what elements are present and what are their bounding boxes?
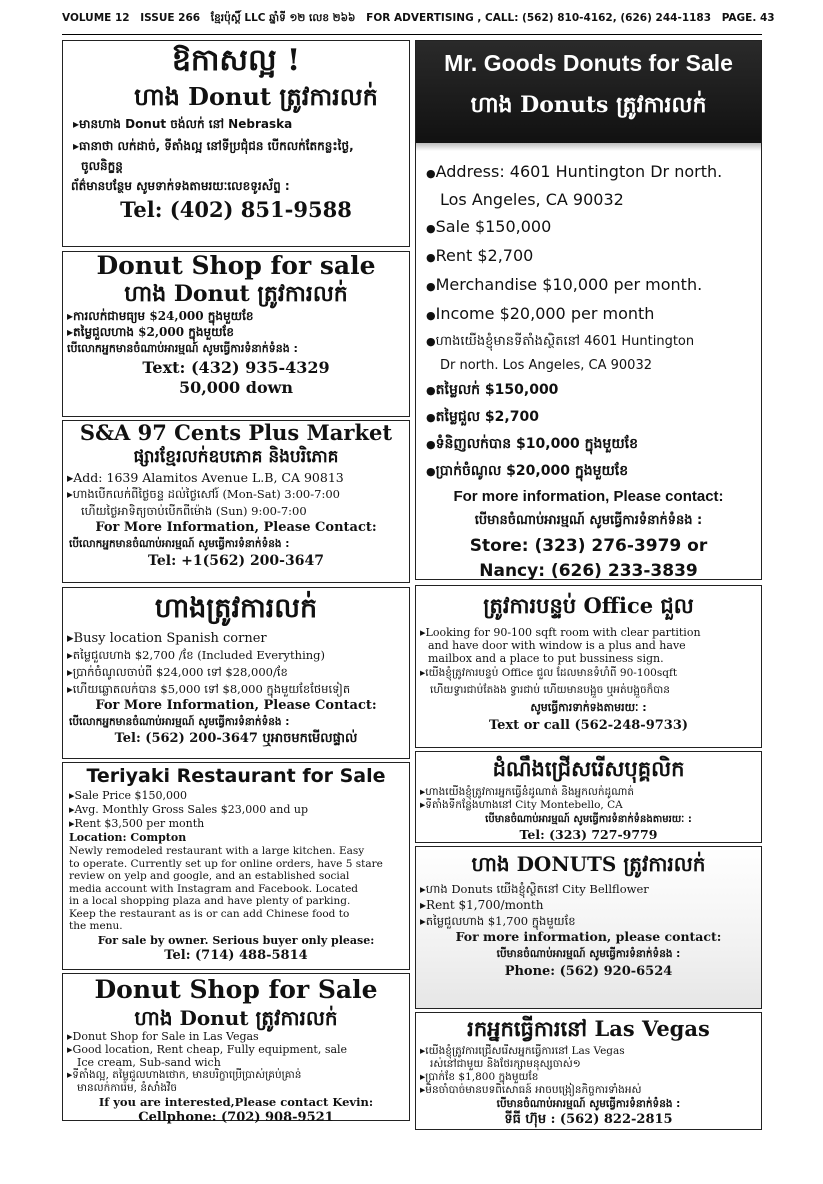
ad-phone: Tel: (562) 200-3647 ឬអាចមកមើលផ្ទាល់ xyxy=(114,731,358,746)
ad-line: Ice cream, Sub-sand wich xyxy=(77,1056,221,1069)
ad-line: រស់នៅជាមួយ និងថែរក្សាមនុស្សចាស់១ xyxy=(430,1058,581,1070)
ad-info: ព័ត៌មានបន្ថែម សូមទាក់ទងតាមរយៈលេខទូរស័ព្ទ : xyxy=(71,179,290,193)
ad-item: Dr north. Los Angeles, CA 90032 xyxy=(440,358,652,373)
ad-item: ● ប្រាក់ចំណូល $20,000 ក្នុងមួយខែ xyxy=(416,458,761,485)
ad-phone: Text: (432) 935-4329 xyxy=(142,358,330,377)
ad-donut-shop-432 xyxy=(62,251,410,417)
ad-info: បើមានចំណាប់អារម្មណ៍ សូមធ្វើការទំនាក់ទំនង : xyxy=(496,948,681,960)
ad-title: Mr. Goods Donuts for Sale xyxy=(444,50,733,76)
ad-item: ● Rent $2,700 xyxy=(416,242,761,271)
ad-info: បើមានចំណាប់អារម្មណ៍ សូមធ្វើការទំនាក់ទំនងតាមរយៈ : xyxy=(485,814,692,825)
ad-line: ▸ ហាង Donuts យើងខ្ញុំស្ថិតនៅ City Bellflower xyxy=(416,881,761,897)
ad-phone-store: Store: (323) 276-3979 or xyxy=(469,536,708,556)
ad-phone: Cellphone: (702) 908-9521 xyxy=(138,1110,334,1125)
ad-info: បើលោកអ្នកមានចំណាប់អារម្មណ៍ សូមធ្វើការទំនាក់ទំនង : xyxy=(69,716,290,728)
ad-subtitle: ហាង Donut ត្រូវការលក់ xyxy=(134,82,378,111)
ad-line: ▸ ប្រាក់ខែ $1,800 ក្នុងមួយខែ xyxy=(416,1071,761,1084)
ad-line: ▸ ការលក់ជាមធ្យម $24,000 ក្នុងមួយខែ xyxy=(63,308,409,324)
ad-phone: Tel: (714) 488-5814 xyxy=(164,947,308,963)
ad-sa-97-cents xyxy=(62,420,410,583)
ad-info: សូមធ្វើការទាក់ទងតាមរយៈ : xyxy=(530,701,647,714)
ad-line: ▸ ទីតាំងល្អ, តម្លៃជួលហាងថោក, មានបរិក្ខាប្រើប្រាស់គ្រប់គ្រាន់ xyxy=(63,1069,409,1082)
ad-phone-nancy: Nancy: (626) 233-3839 xyxy=(479,561,698,581)
ad-line: ▸ មិនចាំបាច់មានបទពិសោធន៍ អាចបង្រៀនកិច្ចការទាំងអស់ xyxy=(416,1084,761,1097)
ad-body: Newly remodeled restaurant with a large kitchen. Easy xyxy=(69,845,365,857)
ad-subtitle: ហាង Donut ត្រូវការលក់ xyxy=(124,281,348,307)
ad-donut-las-vegas xyxy=(62,973,410,1125)
ad-more: For more information, Please contact: xyxy=(453,488,724,505)
ad-body: in a local shopping plaza and have plenty of parking. xyxy=(69,895,351,907)
ad-line: ▸ ប្រាក់ចំណូលចាប់ពី $24,000 ទៅ $28,000/ខែ xyxy=(63,664,409,681)
ad-line: ▸ តម្លៃជួលហាង $2,000 ក្នុងមួយខែ xyxy=(63,324,409,340)
ad-location: Location: Compton xyxy=(69,831,187,844)
ad-subtitle: ហាង Donuts ត្រូវការលក់ xyxy=(470,92,707,118)
ad-teriyaki-restaurant xyxy=(62,762,410,970)
ad-title-banner xyxy=(416,41,761,143)
ad-item: ● ហាងយើងខ្ញុំមានទីតាំងស្ថិតនៅ 4601 Huntington xyxy=(416,329,761,355)
ad-line: ហើយទ្វារជាប់តែងង ទ្វារជាប់ ហើយមានបង្អួច ឬអត់បង្អួចក៏បាន xyxy=(430,684,670,696)
ad-phone: Text or call (562-248-9733) xyxy=(488,718,689,733)
page-number: PAGE. 43 xyxy=(721,12,775,24)
ad-line: ▸ Add: 1639 Alamitos Avenue L.B, CA 90813 xyxy=(63,469,409,486)
ad-extra: 50,000 down xyxy=(178,378,294,397)
ad-item: ● Address: 4601 Huntington Dr north. xyxy=(416,159,761,187)
issue-label: ISSUE 266 xyxy=(140,12,201,24)
ad-title: ឱកាសល្អ ! xyxy=(171,43,301,78)
ad-line: ▸ យើងខ្ញុំត្រូវការបន្ទប់ Office ជួល ដែលមានទំហំពី 90-100sqft xyxy=(416,665,761,682)
ad-line: ▸ Rent $1,700/month xyxy=(416,897,761,913)
ad-subtitle: ផ្សារខ្មែរលក់ឧបភោគ និងបរិភោគ xyxy=(133,447,339,467)
ad-line: ▸ Looking for 90-100 sqft room with clear partition xyxy=(416,626,761,639)
ad-more: For more information, please contact: xyxy=(455,929,722,944)
ad-mr-goods-donuts xyxy=(415,40,762,580)
ad-line: mailbox and a place to put bussiness sign. xyxy=(428,652,664,665)
ad-line: and have door with window is a plus and have xyxy=(428,639,686,652)
ad-line: ▸ ធានាថា លក់ដាច់, ទីតាំងល្អ នៅទីប្រជុំជន បើកលក់តែកន្លះថ្ងៃ, xyxy=(63,135,409,157)
ad-line: ចូលនិក្ខន្ត xyxy=(81,159,123,173)
ad-office-rent xyxy=(415,585,762,748)
ad-more: For More Information, Please Contact: xyxy=(95,520,377,535)
ad-subtitle: ហាង Donut ត្រូវការលក់ xyxy=(134,1006,338,1030)
ad-title: ហាង DONUTS ត្រូវការលក់ xyxy=(471,852,706,876)
ad-line: ▸ យើងខ្ញុំត្រូវការជ្រើសរើសអ្នកធ្វើការនៅ Las Vegas xyxy=(416,1045,761,1058)
ad-info: បើលោកអ្នកមានចំណាប់អារម្មណ៍ សូមធ្វើការទំនាក់ទំនង : xyxy=(69,538,290,550)
ad-phone: Tel: +1(562) 200-3647 xyxy=(148,553,324,569)
ad-line: ▸ ហើយឆ្លោតលក់បាន $5,000 ទៅ $8,000 ក្នុងមួយខែថែមទៀត xyxy=(63,681,409,698)
ad-item: ● តម្លៃជួល $2,700 xyxy=(416,404,761,431)
ad-body: review on yelp and google, and an established social xyxy=(69,870,350,882)
ad-line: ▸ Rent $3,500 per month xyxy=(63,817,409,831)
ad-line: ▸ តម្លៃជួលហាង $1,700 ក្នុងមួយខែ xyxy=(416,913,761,929)
advert-label: FOR ADVERTISING , CALL: (562) 810-4162, (626) 244-1183 xyxy=(366,12,712,24)
ad-info: បើមានចំណាប់អារម្មណ៍ សូមធ្វើការទំនាក់ទំនង : xyxy=(474,513,703,528)
ad-shop-spanish-corner xyxy=(62,587,410,759)
ad-title: ហាងត្រូវការលក់ xyxy=(154,593,318,624)
ad-line: ▸ Sale Price $150,000 xyxy=(63,789,409,803)
ad-body: the menu. xyxy=(69,920,123,932)
ad-item: ● ទំនិញលក់បាន $10,000 ក្នុងមួយខែ xyxy=(416,431,761,458)
ad-item: ● Sale $150,000 xyxy=(416,213,761,242)
ad-phone: Tel: (323) 727-9779 xyxy=(519,827,658,842)
ad-info: បើលោកអ្នកមានចំណាប់អារម្មណ៍ សូមធ្វើការទំនាក់ទំនង : xyxy=(67,342,298,355)
ad-las-vegas-caregiver xyxy=(415,1012,762,1130)
ad-line: ▸ Avg. Monthly Gross Sales $23,000 and up xyxy=(63,803,409,817)
ad-item: ● តម្លៃលក់ $150,000 xyxy=(416,377,761,404)
ad-line: ▸ ហាងបើកលក់ពីថ្ងៃចន្ទ ដល់ថ្ងៃសៅរ៍ (Mon-Sat) 3:00-7:00 xyxy=(63,486,409,503)
ad-more: For More Information, Please Contact: xyxy=(95,698,377,713)
ad-line: ▸ Good location, Rent cheap, Fully equipment, sale xyxy=(63,1043,409,1056)
ad-title: S&A 97 Cents Plus Market xyxy=(79,420,393,445)
ad-owner: For sale by owner. Serious buyer only please: xyxy=(97,933,375,947)
ad-line: ▸ តម្លៃជួលហាង $2,700 /ខែ (Included Everything) xyxy=(63,647,409,664)
ad-line: ▸ មានហាង Donut ចង់លក់ នៅ Nebraska xyxy=(63,113,409,135)
ad-phone: Phone: (562) 920-6524 xyxy=(504,964,673,979)
ad-line: ▸ Busy location Spanish corner xyxy=(63,630,409,647)
ad-line: ▸ ហាងយើងខ្ញុំត្រូវការអ្នកធ្វើនំដូណាត់ និងអ្នកលក់ដូណាត់ xyxy=(416,786,761,799)
ad-title: Donut Shop for sale xyxy=(96,251,376,280)
brand-label: ខ្មែរប៉ុស្តិ៍ LLC ឆ្នាំទី ១២ លេខ ២៦៦ xyxy=(210,12,356,24)
ad-phone: ទីធី ហ៊ុម : (562) 822-2815 xyxy=(504,1112,673,1127)
ad-title: រកអ្នកធ្វើការនៅ Las Vegas xyxy=(467,1016,710,1041)
ad-donut-nebraska xyxy=(62,40,410,247)
ad-phone: Tel: (402) 851-9588 xyxy=(120,197,352,222)
ad-line: ហើយថ្ងៃអាទិត្យចាប់បើកពីម៉ោង (Sun) 9:00-7:00 xyxy=(81,504,307,518)
ad-item: ● Merchandise $10,000 per month. xyxy=(416,271,761,300)
ad-line: មានលក់ការ៉េម, នំសាំងវិច xyxy=(77,1082,177,1094)
ad-body: to operate. Currently set up for online orders, have 5 stare xyxy=(69,857,383,870)
ad-info: បើមានចំណាប់អារម្មណ៍ សូមធ្វើការទំនាក់ទំនង : xyxy=(496,1098,681,1110)
ad-body: media account with Instagram and Facebook. Located xyxy=(69,882,359,895)
ad-item: ● Income $20,000 per month xyxy=(416,300,761,329)
ad-line: ▸ Donut Shop for Sale in Las Vegas xyxy=(63,1030,409,1043)
ad-item: Los Angeles, CA 90032 xyxy=(440,190,624,209)
ad-body: Keep the restaurant as is or can add Chinese food to xyxy=(69,907,350,920)
ad-line: ▸ ទីតាំងទីកន្លែងហាងនៅ City Montebello, CA xyxy=(416,799,761,812)
ad-hiring-montebello xyxy=(415,751,762,843)
ad-donuts-bellflower xyxy=(415,846,762,1009)
ad-title: Teriyaki Restaurant for Sale xyxy=(86,765,386,787)
volume-label: VOLUME 12 xyxy=(62,12,130,24)
page-header xyxy=(62,12,775,35)
ad-more: If you are interested,Please contact Kevin: xyxy=(98,1095,374,1109)
ad-title: ត្រូវការបន្ទប់ Office ជួល xyxy=(483,593,694,618)
ad-title: ដំណឹងជ្រើសរើសបុគ្គលិក xyxy=(492,756,685,781)
ad-title: Donut Shop for Sale xyxy=(94,975,378,1004)
